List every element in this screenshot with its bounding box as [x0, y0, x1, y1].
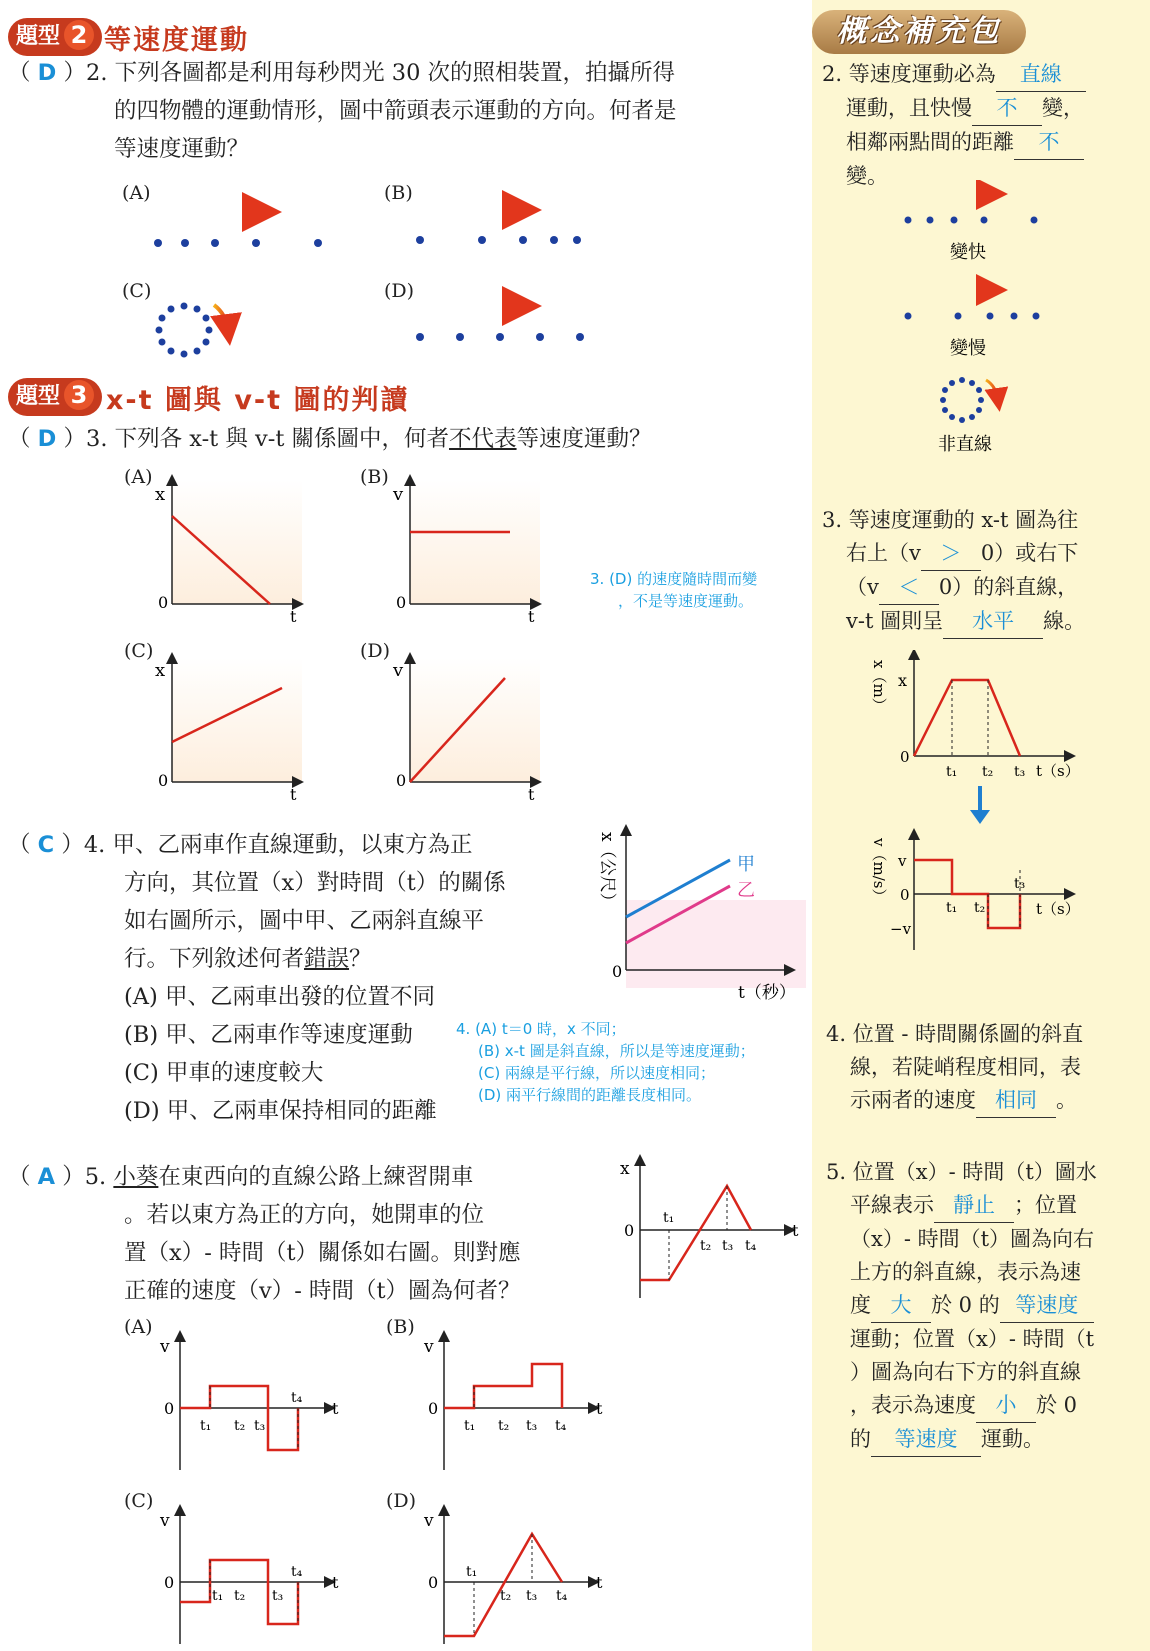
- svg-text:0: 0: [164, 1399, 175, 1418]
- q3-graphs: [0, 460, 560, 800]
- svg-text:t₂: t₂: [234, 1588, 246, 1604]
- answer-q3: D: [37, 426, 57, 452]
- svg-text:t₁: t₁: [946, 900, 958, 916]
- svg-text:t₂: t₂: [234, 1418, 246, 1434]
- svg-text:x: x: [898, 671, 908, 690]
- svg-text:t₃: t₃: [1014, 764, 1026, 780]
- svg-text:v（m/s）: v（m/s）: [870, 838, 888, 904]
- curve-label: 非直線: [938, 434, 992, 455]
- q3-option-a-label: (A): [124, 466, 153, 488]
- section-title-2: 等速度運動: [104, 25, 249, 56]
- answer-q2: D: [37, 60, 57, 86]
- slow-label: 變慢: [950, 338, 986, 359]
- q2-strobe-figures: [0, 0, 800, 360]
- q4-choice-c: (C) 甲車的速度較大: [124, 1060, 324, 1086]
- q3-note: 3. (D) 的速度隨時間而變 ，不是等速度運動。: [590, 570, 758, 610]
- sidebar-item-4: 4. 位置 - 時間關係圖的斜直 線，若陡峭程度相同，表 示兩者的速度 相同 。: [826, 1018, 1146, 1118]
- sidebar-item-3: 3. 等速度運動的 x-t 圖為往 右上（v ＞ 0）或右下 （v ＜ 0）的斜直線， v-t 圖則呈 水平 線。: [822, 504, 1142, 639]
- q3-option-d-label: (D): [360, 640, 391, 662]
- q4-choice-b: (B) 甲、乙兩車作等速度運動: [124, 1022, 413, 1048]
- section-badge-3: 題型 3: [8, 378, 102, 416]
- question-2: （ D ）2. 下列各圖都是利用每秒閃光 30 次的照相裝置，拍攝所得 的四物體的運動情形，圖中箭頭表示運動的方向。何者是 等速度運動？: [8, 54, 798, 168]
- svg-text:t（s）: t（s）: [1036, 762, 1080, 780]
- svg-text:t: t: [332, 1573, 339, 1592]
- svg-text:x: x: [155, 660, 166, 681]
- svg-text:t₂: t₂: [500, 1588, 512, 1604]
- sidebar-item-5: 5. 位置（x）- 時間（t）圖水 平線表示 靜止 ；位置 （x）- 時間（t）圖為向右 上方的斜直線，表示為速 度 大 於 0 的 等速度 運動；位置（x）- 時間（t ）圖為向右下方的斜直線 ，表示為速度 小 於 0 的 等速度 運動。: [826, 1156, 1146, 1457]
- yi-label: 乙: [737, 880, 755, 901]
- q2-a-dots: [154, 239, 322, 247]
- svg-text:t₃: t₃: [526, 1418, 538, 1434]
- curved-arrow-icon: [214, 305, 228, 330]
- svg-text:t₂: t₂: [498, 1418, 510, 1434]
- q5-option-b-label: (B): [386, 1316, 415, 1338]
- q2-option-c-label: (C): [122, 280, 152, 302]
- concept-pack-title: 概念補充包: [812, 10, 1026, 54]
- svg-text:v: v: [393, 484, 404, 505]
- svg-text:t₁: t₁: [212, 1588, 224, 1604]
- svg-text:t: t: [596, 1399, 603, 1418]
- sidebar-xt-vt-graphs: [860, 650, 1100, 970]
- q4-ylabel: x（公尺）: [597, 832, 617, 910]
- svg-text:t₂: t₂: [974, 900, 986, 916]
- svg-text:t: t: [596, 1573, 603, 1592]
- q3-option-c-label: (C): [124, 640, 154, 662]
- q4-notes: 4. (A) t＝0 時，x 不同； (B) x-t 圖是斜直線，所以是等速度運動； (C) 兩線是平行線，所以速度相同； (D) 兩平行線間的距離長度相同。: [456, 1020, 755, 1104]
- svg-text:x（m）: x（m）: [870, 660, 888, 713]
- q2-option-a-label: (A): [122, 182, 151, 204]
- question-3: （ D ）3. 下列各 x-t 與 v-t 關係圖中，何者不代表等速度運動？: [8, 426, 652, 452]
- svg-text:−v: −v: [890, 920, 912, 938]
- svg-text:t: t: [528, 785, 535, 800]
- svg-text:t: t: [290, 607, 297, 626]
- q2-line: 下列各圖都是利用每秒閃光 30 次的照相裝置，拍攝所得: [114, 60, 676, 86]
- q5-graphs: [0, 1150, 810, 1651]
- section-title-3: x-t 圖與 v-t 圖的判讀: [106, 385, 410, 416]
- q5-option-d-label: (D): [386, 1490, 417, 1512]
- q2-c-circle-dots: [156, 303, 213, 358]
- svg-text:t₄: t₄: [556, 1588, 568, 1604]
- svg-text:t₄: t₄: [555, 1418, 567, 1434]
- q4-xlabel: t（秒）: [738, 983, 796, 1003]
- question-4: （ C ）4. 甲、乙兩車作直線運動，以東方為正 方向，其位置（x）對時間（t）的關係 如右圖所示，圖中甲、乙兩斜直線平 行。下列敘述何者錯誤？ (A) 甲、乙兩車出發的位置不同 (B) 甲、乙兩車作等速度運動 (C) 甲車的速度較大 (D) 甲、乙兩車保持相同的距離: [8, 826, 568, 1130]
- svg-text:t₂: t₂: [700, 1238, 712, 1254]
- svg-text:0: 0: [900, 748, 910, 766]
- svg-text:v: v: [898, 852, 907, 870]
- q2-option-d-label: (D): [384, 280, 415, 302]
- svg-text:v: v: [160, 1337, 170, 1357]
- svg-text:t₂: t₂: [982, 764, 994, 780]
- badge-label: 題型: [16, 24, 61, 49]
- svg-text:t₄: t₄: [745, 1238, 757, 1254]
- jia-label: 甲: [737, 854, 755, 875]
- svg-text:t₃: t₃: [1014, 876, 1026, 892]
- badge-number: 2: [64, 20, 94, 50]
- q2-d-dots: [416, 333, 584, 341]
- question-5: （ A ）5. 小葵在東西向的直線公路上練習開車 。若以東方為正的方向，她開車的位 置（x）- 時間（t）關係如右圖。則對應 正確的速度（v）- 時間（t）圖為何者？: [8, 1164, 521, 1304]
- answer-q5: A: [37, 1164, 56, 1190]
- svg-text:t₃: t₃: [254, 1418, 266, 1434]
- svg-text:0: 0: [158, 771, 169, 790]
- svg-text:t: t: [290, 785, 297, 800]
- q2-line: 等速度運動？: [114, 136, 250, 162]
- q2-line: 的四物體的運動情形，圖中箭頭表示運動的方向。何者是: [114, 98, 677, 124]
- q4-choice-a: (A) 甲、乙兩車出發的位置不同: [124, 984, 435, 1010]
- svg-text:t₄: t₄: [291, 1390, 303, 1406]
- svg-text:t₃: t₃: [722, 1238, 734, 1254]
- svg-text:0: 0: [428, 1399, 439, 1418]
- svg-text:t₁: t₁: [663, 1210, 675, 1226]
- answer-q4: C: [37, 832, 55, 858]
- svg-text:t: t: [792, 1221, 799, 1240]
- sidebar-item-2: 2. 等速度運動必為 直線 運動，且快慢 不 變， 相鄰兩點間的距離 不 變。: [822, 58, 1142, 193]
- svg-text:0: 0: [396, 771, 407, 790]
- q3-option-b-label: (B): [360, 466, 389, 488]
- svg-text:t₃: t₃: [272, 1588, 284, 1604]
- svg-text:0: 0: [624, 1221, 635, 1240]
- svg-text:v: v: [424, 1337, 434, 1357]
- svg-text:0: 0: [158, 593, 169, 612]
- down-arrow-icon: [970, 810, 990, 824]
- svg-text:x: x: [620, 1159, 630, 1179]
- q4-graph: [590, 820, 810, 1010]
- svg-text:t₁: t₁: [946, 764, 958, 780]
- svg-text:t: t: [332, 1399, 339, 1418]
- q5-ref-line: [640, 1186, 751, 1280]
- q2-b-dots: [416, 236, 581, 244]
- svg-text:t₃: t₃: [526, 1588, 538, 1604]
- svg-text:0: 0: [900, 886, 910, 904]
- q4-choice-d: (D) 甲、乙兩車保持相同的距離: [124, 1098, 437, 1124]
- q5-option-c-label: (C): [124, 1490, 154, 1512]
- svg-text:t₄: t₄: [291, 1564, 303, 1580]
- svg-text:t: t: [528, 607, 535, 626]
- svg-text:0: 0: [164, 1573, 175, 1592]
- fast-label: 變快: [950, 242, 986, 263]
- svg-text:0: 0: [612, 962, 623, 981]
- sidebar-strobe-figures: [812, 180, 1150, 470]
- q5-option-a-label: (A): [124, 1316, 153, 1338]
- svg-text:v: v: [393, 660, 404, 681]
- svg-text:v: v: [160, 1511, 170, 1531]
- svg-text:t₁: t₁: [200, 1418, 212, 1434]
- svg-text:x: x: [155, 484, 166, 505]
- svg-text:0: 0: [396, 593, 407, 612]
- q5-d-line: [444, 1534, 562, 1636]
- svg-text:v: v: [424, 1511, 434, 1531]
- svg-text:0: 0: [428, 1573, 439, 1592]
- q3-emphasis: 不代表: [449, 426, 517, 452]
- q2-option-b-label: (B): [384, 182, 413, 204]
- svg-text:t（s）: t（s）: [1036, 900, 1080, 918]
- svg-text:t₁: t₁: [466, 1564, 478, 1580]
- q5-b-line: [444, 1364, 562, 1408]
- svg-text:t₁: t₁: [464, 1418, 476, 1434]
- q4-emphasis: 錯誤: [304, 946, 350, 972]
- sidebar-xt-line: [914, 680, 1020, 756]
